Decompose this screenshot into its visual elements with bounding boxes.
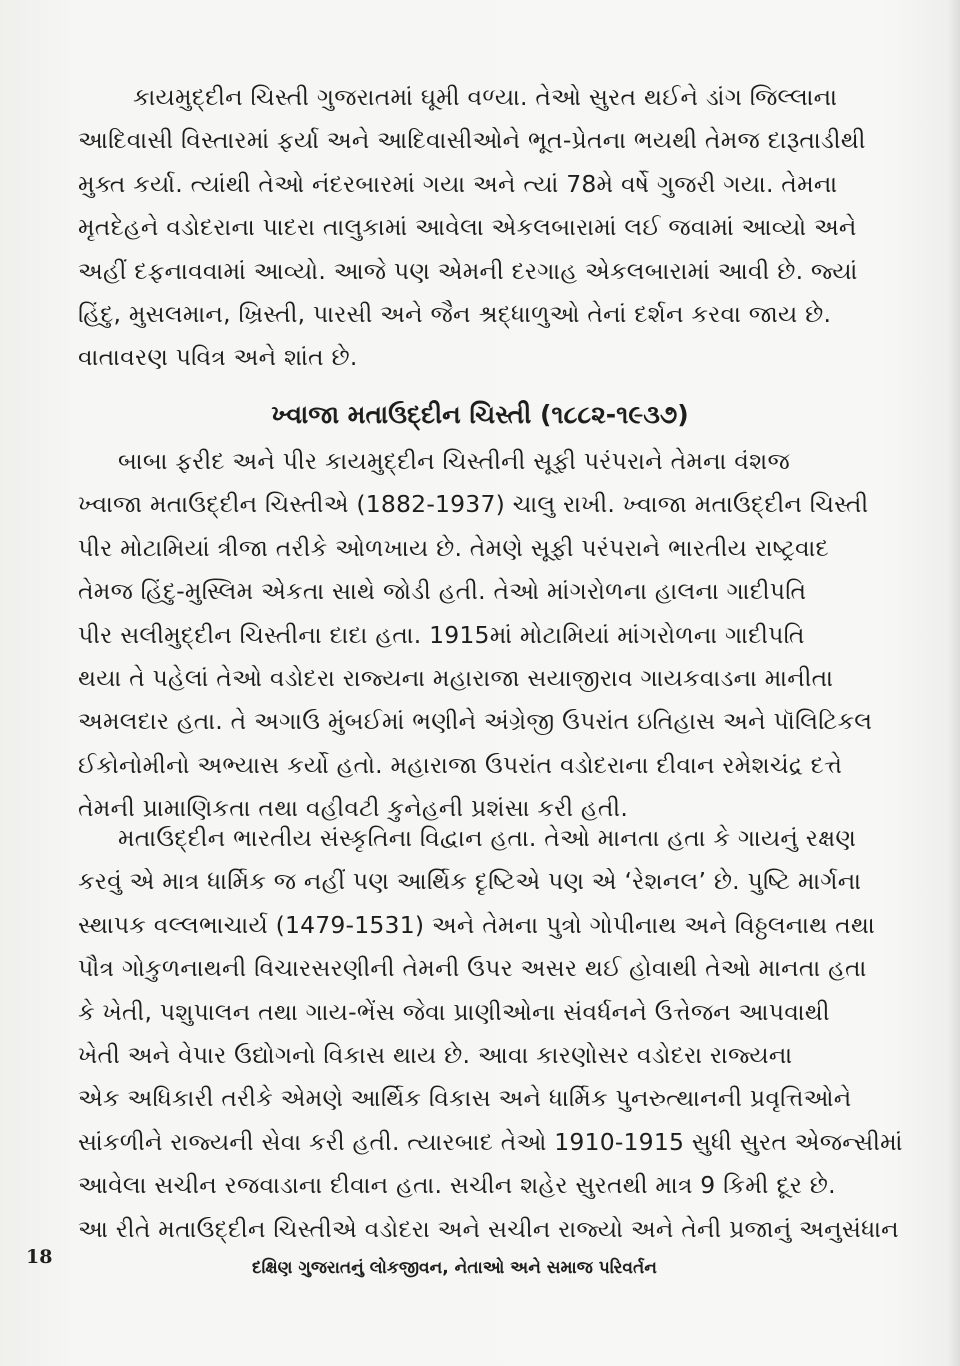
text-line: ઈકોનોમીનો અભ્યાસ કર્યો હતો. મહારાજા ઉપરાંત વડોદરાના દીવાન રમેશચંદ્ર દત્તે [78,750,843,779]
text-line: વાતાવરણ પવિત્ર અને શાંત છે. [78,343,358,372]
text-line: એક અધિકારી તરીકે એમણે આર્થિક વિકાસ અને ધાર્મિક પુનરુત્થાનની પ્રવૃત્તિઓને [78,1084,852,1113]
text-line: મતાઉદ્દીન ભારતીય સંસ્કૃતિના વિદ્વાન હતા. તેઓ માનતા હતા કે ગાયનું રક્ષણ [118,824,857,852]
paragraph-1 [78,76,918,380]
text-line: કે ખેતી, પશુપાલન તથા ગાય-ભેંસ જેવા પ્રાણીઓના સંવર્ધનને ઉત્તેજન આપવાથી [78,997,830,1026]
paragraph-2 [78,440,918,831]
text-line: સાંકળીને રાજ્યની સેવા કરી હતી. ત્યારબાદ તેઓ 1910-1915 સુધી સુરત એજન્સીમાં [78,1127,903,1156]
text-line: સ્થાપક વલ્લભાચાર્ય (1479-1531) અને તેમના પુત્રો ગોપીનાથ અને વિઠ્ઠલનાથ તથા [78,910,875,939]
text-line: આ રીતે મતાઉદ્દીન ચિસ્તીએ વડોદરા અને સચીન રાજ્યો અને તેની પ્રજાનું અનુસંધાન [78,1214,899,1243]
text-line: ખેતી અને વેપાર ઉદ્યોગનો વિકાસ થાય છે. આવા કારણોસર વડોદરા રાજ્યના [78,1040,793,1069]
text-line: હિંદુ, મુસલમાન, ખ્રિસ્તી, પારસી અને જૈન શ્રદ્ધાળુઓ તેનાં દર્શન કરવા જાય છે. [78,299,832,328]
text-line: આદિવાસી વિસ્તારમાં ફર્યા અને આદિવાસીઓને ભૂત-પ્રેતના ભયથી તેમજ દારૂતાડીથી [78,126,866,155]
text-line: તેમની પ્રામાણિકતા તથા વહીવટી કુનેહની પ્રશંસા કરી હતી. [78,794,628,823]
page-edge-shadow [948,0,960,1366]
text-line: તેમજ હિંદુ-મુસ્લિમ એકતા સાથે જોડી હતી. તેઓ માંગરોળના હાલના ગાદીપતિ [78,577,807,606]
text-line: અમલદાર હતા. તે અગાઉ મુંબઈમાં ભણીને અંગ્રેજી ઉપરાંત ઇતિહાસ અને પૉલિટિકલ [78,707,873,736]
text-line: અહીં દફનાવવામાં આવ્યો. આજે પણ એમની દરગાહ એકલબારામાં આવી છે. જ્યાં [78,256,858,285]
text-line: બાબા ફરીદ અને પીર કાયમુદ્દીન ચિસ્તીની સૂફી પરંપરાને તેમના વંશજ [118,447,790,475]
text-line: આવેલા સચીન રજવાડાના દીવાન હતા. સચીન શહેર સુરતથી માત્ર 9 કિમી દૂર છે. [78,1171,836,1200]
text-line: પીર મોટામિયાં ત્રીજા તરીકે ઓળખાય છે. તેમણે સૂફી પરંપરાને ભારતીય રાષ્ટ્રવાદ [78,533,829,562]
text-line: કાયમુદ્દીન ચિસ્તી ગુજરાતમાં ઘૂમી વળ્યા. તેઓ સુરત થઈને ડાંગ જિલ્લાના [133,83,838,111]
running-footer-title: દક્ષિણ ગુજરાતનું લોકજીવન, નેતાઓ અને સમાજ પરિવર્તન [252,1258,657,1278]
text-line: થયા તે પહેલાં તેઓ વડોદરા રાજ્યના મહારાજા સયાજીરાવ ગાયકવાડના માનીતા [78,663,834,692]
text-line: કરવું એ માત્ર ધાર્મિક જ નહીં પણ આર્થિક દૃષ્ટિએ પણ એ ‘રેશનલ’ છે. પુષ્ટિ માર્ગના [78,867,862,896]
text-line: મૃતદેહને વડોદરાના પાદરા તાલુકામાં આવેલા એકલબારામાં લઈ જવામાં આવ્યો અને [78,213,857,242]
paragraph-3 [78,817,918,1251]
section-heading: ખ્વાજા મતાઉદ્દીન ચિસ્તી (૧૮૮૨-૧૯૩૭) [271,400,689,429]
page-number: 18 [26,1246,53,1268]
text-line: પૌત્ર ગોકુળનાથની વિચારસરણીની તેમની ઉપર અસર થઈ હોવાથી તેઓ માનતા હતા [78,954,867,983]
text-line: ખ્વાજા મતાઉદ્દીન ચિસ્તીએ (1882-1937) ચાલુ રાખી. ખ્વાજા મતાઉદ્દીન ચિસ્તી [78,490,869,519]
text-line: મુક્ત કર્યા. ત્યાંથી તેઓ નંદરબારમાં ગયા અને ત્યાં 78મે વર્ષે ગુજરી ગયા. તેમના [78,169,838,198]
text-line: પીર સલીમુદ્દીન ચિસ્તીના દાદા હતા. 1915માં મોટામિયાં માંગરોળના ગાદીપતિ [78,620,805,649]
